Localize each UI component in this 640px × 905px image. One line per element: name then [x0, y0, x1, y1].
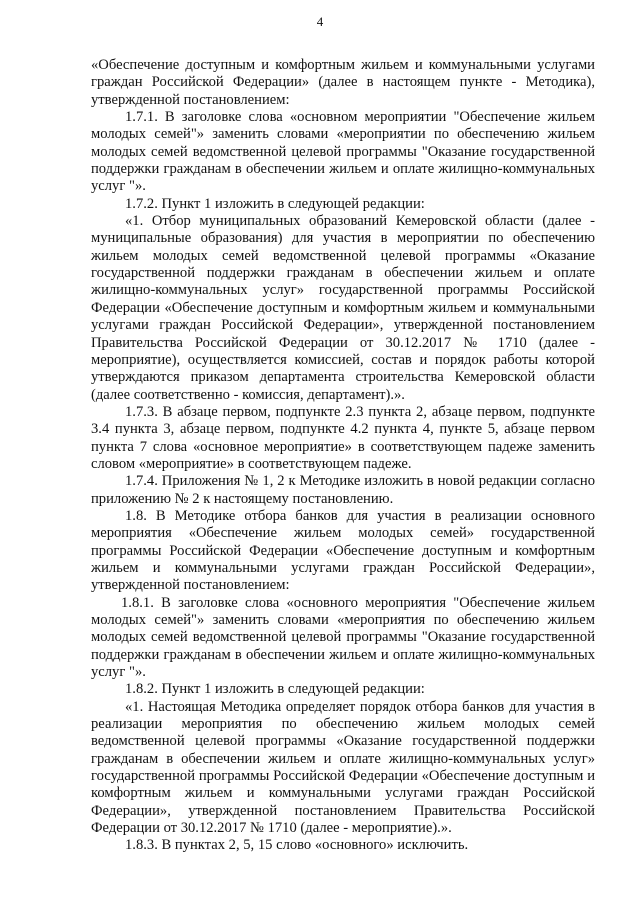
- page-number: 4: [316, 14, 324, 29]
- paragraph-1-7-2: 1.7.2. Пункт 1 изложить в следующей редакции:: [125, 195, 425, 212]
- document-body: [91, 57, 595, 855]
- paragraph-point-1-new-text: «1. Отбор муниципальных образований Кемеровской области (далее - муниципальные образования) для участия в мероприятии по обеспечению жильем молодых семей ведомственной целевой программы «Оказание государственной поддержки гражданам в обеспечении жильем и оплате жилищно-коммунальных услуг» государственной программы Российской Федерации «Обеспечение доступным и комфортным жильем и коммунальными услугами граждан Российской Федерации», утвержденной постановлением Правительства Российской Федерации от 30.12.2017 № 1710 (далее - мероприятие), осуществляется комиссией, состав и порядок работы которой утверждаются приказом департамента строительства Кемеровской области (далее соответственно - комиссия, департамент).».: [91, 213, 595, 403]
- paragraph-1-8-1: 1.8.1. В заголовке слова «основного мероприятия "Обеспечение жильем молодых семей"» заменить словами «мероприятия по обеспечению жильем молодых семей ведомственной целевой программы "Оказание государственной поддержки гражданам в обеспечении жильем и оплате жилищно-коммунальных услуг "».: [91, 594, 595, 681]
- paragraph-1-7-4: 1.7.4. Приложения № 1, 2 к Методике изложить в новой редакции согласно приложению № 2 к настоящему постановлению.: [91, 473, 595, 507]
- paragraph-1-8: 1.8. В Методике отбора банков для участия в реализации основного мероприятия «Обеспечение жильем молодых семей» государственной программы Российской Федерации «Обеспечение доступным и комфортным жильем и коммунальными услугами граждан Российской Федерации», утвержденной постановлением:: [91, 507, 595, 594]
- paragraph-1-8-3: 1.8.3. В пунктах 2, 5, 15 слово «основного» исключить.: [125, 837, 469, 854]
- paragraph-methodology-title-continued: «Обеспечение доступным и комфортным жильем и коммунальными услугами граждан Российской Федерации» (далее в настоящем пункте - Методика), утвержденной постановлением:: [91, 57, 595, 108]
- paragraph-1-8-2: 1.8.2. Пункт 1 изложить в следующей редакции:: [125, 681, 425, 698]
- paragraph-1-7-1: 1.7.1. В заголовке слова «основном мероприятии "Обеспечение жильем молодых семей"» заменить словами «мероприятии по обеспечению жильем молодых семей ведомственной целевой программы "Оказание государственной поддержки гражданам в обеспечении жильем и оплате жилищно-коммунальных услуг "».: [91, 109, 595, 195]
- paragraph-1-7-3: 1.7.3. В абзаце первом, подпункте 2.3 пункта 2, абзаце первом, подпункте 3.4 пункта 3, абзаце первом, подпункте 4.2 пункта 4, пункте 5, абзаце первом пункта 7 слова «основное мероприятие» в соответствующем падеже заменить словом «мероприятие» в соответствующем падеже.: [91, 403, 595, 472]
- paragraph-bank-point-1-new-text: «1. Настоящая Методика определяет порядок отбора банков для участия в реализации мероприятия по обеспечению жильем молодых семей ведомственной целевой программы «Оказание государственной поддержки гражданам в обеспечении жильем и оплате жилищно-коммунальных услуг» государственной программы Российской Федерации «Обеспечение доступным и комфортным жильем и коммунальными услугами граждан Российской Федерации», утвержденной постановлением Правительства Российской Федерации от 30.12.2017 № 1710 (далее - мероприятие).».: [91, 698, 595, 837]
